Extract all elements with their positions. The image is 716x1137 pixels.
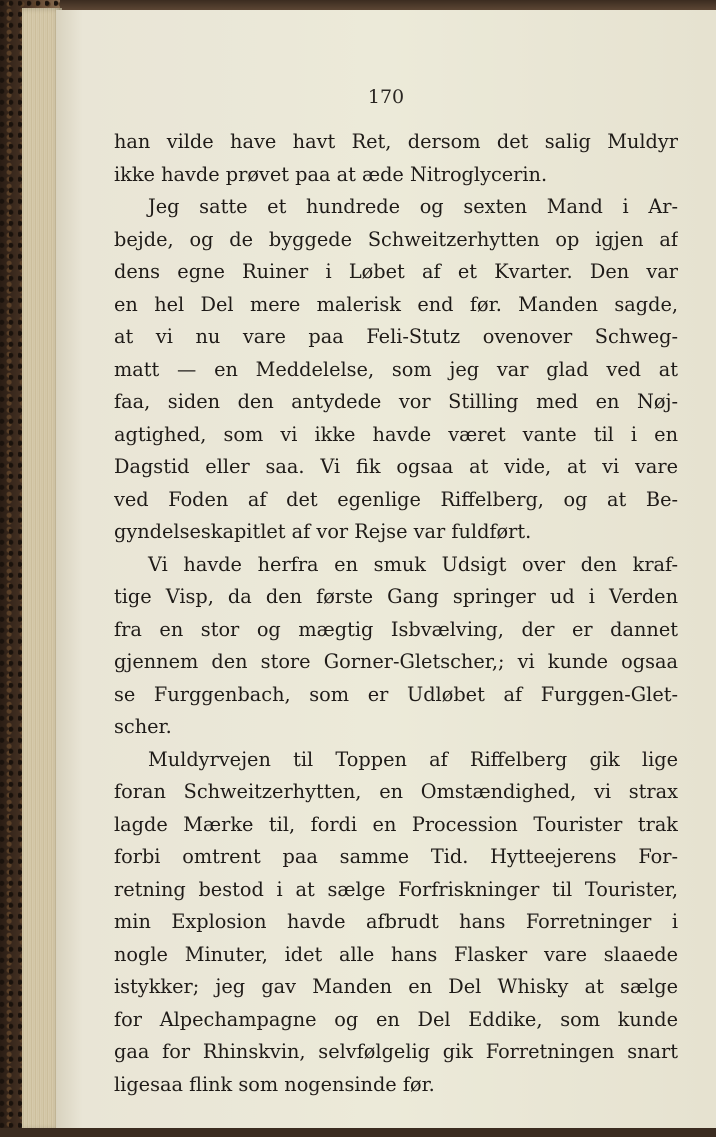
- text-line: foran Schweitzerhytten, en Omstændighed, vi strax: [114, 780, 678, 803]
- text-line: Vi havde herfra en smuk Udsigt over den kraf-: [148, 552, 678, 576]
- book-top-edge: [0, 0, 716, 10]
- text-line: scher.: [114, 715, 172, 738]
- text-line: en hel Del mere malerisk end før. Manden sagde,: [114, 292, 678, 316]
- text-line: nogle Minuter, idet alle hans Flasker vare slaaede: [114, 942, 678, 966]
- text-line: matt — en Meddelelse, som jeg var glad ved at: [114, 357, 678, 381]
- text-line: faa, siden den antydede vor Stilling med en Nøj-: [114, 390, 678, 413]
- text-line: dens egne Ruiner i Løbet af et Kvarter. Den var: [114, 260, 678, 283]
- text-line: min Explosion havde afbrudt hans Forretninger i: [114, 910, 678, 933]
- text-line: han vilde have havt Ret, dersom det salig Muldyr: [114, 130, 678, 153]
- book-bottom-edge: [0, 1128, 716, 1137]
- text-line: agtighed, som vi ikke havde været vante til i en: [114, 422, 678, 446]
- text-line: for Alpechampagne og en Del Eddike, som kunde: [114, 1007, 678, 1031]
- text-line: tige Visp, da den første Gang springer ud i Verden: [114, 585, 678, 608]
- text-line: gaa for Rhinskvin, selvfølgelig gik Forretningen snart: [114, 1040, 678, 1063]
- text-line: gyndelseskapitlet af vor Rejse var fuldført.: [114, 520, 532, 543]
- text-line: Muldyrvejen til Toppen af Riffelberg gik lige: [148, 747, 678, 771]
- text-line: at vi nu vare paa Feli-Stutz ovenover Schweg-: [114, 325, 678, 348]
- text-line: Jeg satte et hundrede og sexten Mand i Ar-: [148, 195, 678, 218]
- text-line: ligesaa flink som nogensinde før.: [114, 1072, 435, 1096]
- page-number: 170: [367, 86, 405, 108]
- text-line: se Furggenbach, som er Udløbet af Furggen-Glet-: [114, 682, 678, 706]
- text-line: lagde Mærke til, fordi en Procession Tourister trak: [114, 812, 678, 836]
- text-line: istykker; jeg gav Manden en Del Whisky at sælge: [114, 975, 678, 998]
- text-line: fra en stor og mægtig Isbvælving, der er dannet: [114, 617, 678, 641]
- text-line: gjennem den store Gorner-Gletscher,; vi kunde ogsaa: [114, 650, 678, 673]
- text-line: ikke havde prøvet paa at æde Nitroglycerin.: [114, 162, 548, 186]
- text-line: ved Foden af det egenlige Riffelberg, og at Be-: [114, 487, 678, 511]
- text-line: Dagstid eller saa. Vi fik ogsaa at vide, at vi vare: [114, 455, 678, 478]
- text-line: forbi omtrent paa samme Tid. Hytteejerens For-: [114, 845, 678, 868]
- text-line: bejde, og de byggede Schweitzerhytten op igjen af: [114, 227, 678, 251]
- body-text: [114, 126, 678, 1101]
- text-line: retning bestod i at sælge Forfriskninger til Tourister,: [114, 877, 678, 901]
